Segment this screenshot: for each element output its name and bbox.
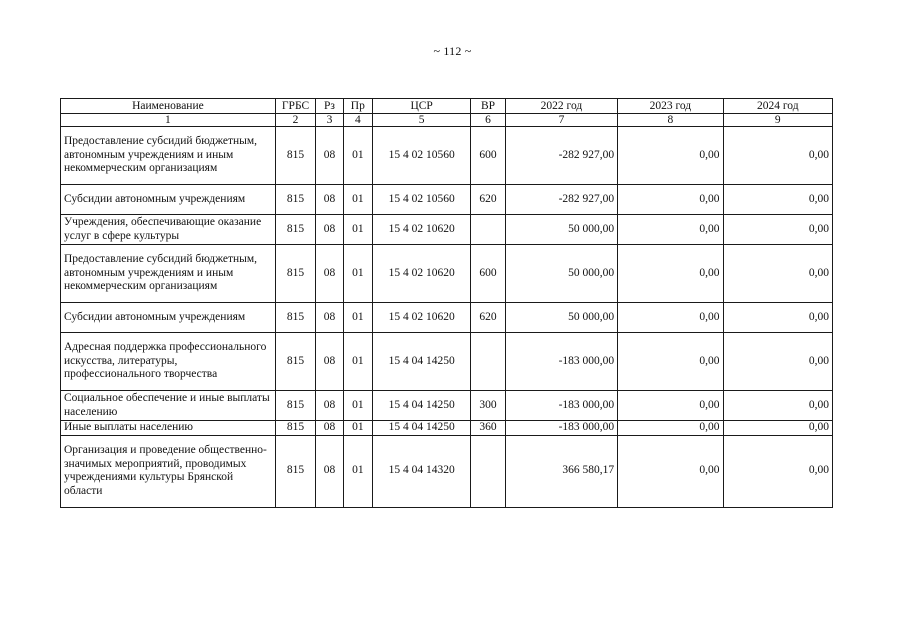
header-name: Наименование xyxy=(61,99,276,114)
cell-2023: 0,00 xyxy=(618,391,723,421)
cell-vr: 360 xyxy=(471,421,505,436)
cell-name: Иные выплаты населению xyxy=(61,421,276,436)
header-2024: 2024 год xyxy=(723,99,832,114)
cell-name: Адресная поддержка профессионального искусства, литературы, профессионального творчества xyxy=(61,333,276,391)
cell-2024: 0,00 xyxy=(723,391,832,421)
cell-grbs: 815 xyxy=(275,127,316,185)
cell-2022: -183 000,00 xyxy=(505,333,617,391)
column-number: 2 xyxy=(275,114,316,127)
cell-csr: 15 4 02 10560 xyxy=(373,127,471,185)
cell-csr: 15 4 04 14250 xyxy=(373,391,471,421)
cell-csr: 15 4 04 14320 xyxy=(373,435,471,507)
table-row xyxy=(61,421,833,436)
cell-2023: 0,00 xyxy=(618,421,723,436)
cell-name: Социальное обеспечение и иные выплаты населению xyxy=(61,391,276,421)
cell-pr: 01 xyxy=(343,185,372,215)
table-row xyxy=(61,215,833,245)
header-vr: ВР xyxy=(471,99,505,114)
cell-vr: 620 xyxy=(471,185,505,215)
cell-2023: 0,00 xyxy=(618,127,723,185)
column-number: 9 xyxy=(723,114,832,127)
cell-rz: 08 xyxy=(316,435,343,507)
header-grbs: ГРБС xyxy=(275,99,316,114)
cell-2024: 0,00 xyxy=(723,127,832,185)
column-number-row xyxy=(61,114,833,127)
cell-grbs: 815 xyxy=(275,185,316,215)
cell-pr: 01 xyxy=(343,391,372,421)
table-row xyxy=(61,303,833,333)
cell-2024: 0,00 xyxy=(723,421,832,436)
cell-name: Предоставление субсидий бюджетным, автономным учреждениям и иным некоммерческим организациям xyxy=(61,127,276,185)
column-number: 4 xyxy=(343,114,372,127)
cell-2022: 50 000,00 xyxy=(505,245,617,303)
cell-2022: 50 000,00 xyxy=(505,215,617,245)
cell-2023: 0,00 xyxy=(618,245,723,303)
table-row xyxy=(61,391,833,421)
cell-csr: 15 4 04 14250 xyxy=(373,333,471,391)
page-number: ~ 112 ~ xyxy=(433,44,472,58)
cell-pr: 01 xyxy=(343,333,372,391)
header-csr: ЦСР xyxy=(373,99,471,114)
cell-grbs: 815 xyxy=(275,391,316,421)
cell-csr: 15 4 02 10620 xyxy=(373,215,471,245)
cell-csr: 15 4 02 10560 xyxy=(373,185,471,215)
cell-name: Субсидии автономным учреждениям xyxy=(61,185,276,215)
cell-name: Учреждения, обеспечивающие оказание услуг в сфере культуры xyxy=(61,215,276,245)
table-row xyxy=(61,127,833,185)
cell-grbs: 815 xyxy=(275,215,316,245)
cell-rz: 08 xyxy=(316,215,343,245)
header-pr: Пр xyxy=(343,99,372,114)
cell-vr: 600 xyxy=(471,245,505,303)
cell-rz: 08 xyxy=(316,333,343,391)
cell-2024: 0,00 xyxy=(723,215,832,245)
table-row xyxy=(61,435,833,507)
cell-vr xyxy=(471,435,505,507)
column-number: 8 xyxy=(618,114,723,127)
column-number: 3 xyxy=(316,114,343,127)
cell-2022: -183 000,00 xyxy=(505,391,617,421)
cell-2022: 366 580,17 xyxy=(505,435,617,507)
cell-grbs: 815 xyxy=(275,333,316,391)
cell-2024: 0,00 xyxy=(723,333,832,391)
header-2022: 2022 год xyxy=(505,99,617,114)
cell-2022: -282 927,00 xyxy=(505,127,617,185)
cell-grbs: 815 xyxy=(275,421,316,436)
table-row xyxy=(61,245,833,303)
header-2023: 2023 год xyxy=(618,99,723,114)
cell-rz: 08 xyxy=(316,303,343,333)
table-row xyxy=(61,185,833,215)
cell-2023: 0,00 xyxy=(618,333,723,391)
cell-vr: 300 xyxy=(471,391,505,421)
cell-grbs: 815 xyxy=(275,435,316,507)
table-row xyxy=(61,333,833,391)
cell-pr: 01 xyxy=(343,127,372,185)
column-number: 5 xyxy=(373,114,471,127)
cell-2023: 0,00 xyxy=(618,215,723,245)
cell-pr: 01 xyxy=(343,303,372,333)
column-number: 7 xyxy=(505,114,617,127)
cell-vr xyxy=(471,215,505,245)
cell-vr xyxy=(471,333,505,391)
header-row xyxy=(61,99,833,114)
cell-2022: 50 000,00 xyxy=(505,303,617,333)
cell-rz: 08 xyxy=(316,421,343,436)
budget-table xyxy=(60,98,833,508)
cell-csr: 15 4 04 14250 xyxy=(373,421,471,436)
cell-2022: -183 000,00 xyxy=(505,421,617,436)
cell-name: Предоставление субсидий бюджетным, автономным учреждениям и иным некоммерческим организациям xyxy=(61,245,276,303)
cell-csr: 15 4 02 10620 xyxy=(373,303,471,333)
cell-name: Организация и проведение общественно-значимых мероприятий, проводимых учреждениями культуры Брянской области xyxy=(61,435,276,507)
cell-2024: 0,00 xyxy=(723,303,832,333)
cell-rz: 08 xyxy=(316,391,343,421)
cell-2023: 0,00 xyxy=(618,185,723,215)
column-number: 1 xyxy=(61,114,276,127)
cell-2023: 0,00 xyxy=(618,303,723,333)
cell-pr: 01 xyxy=(343,215,372,245)
cell-pr: 01 xyxy=(343,435,372,507)
cell-rz: 08 xyxy=(316,245,343,303)
cell-grbs: 815 xyxy=(275,245,316,303)
column-number: 6 xyxy=(471,114,505,127)
cell-rz: 08 xyxy=(316,127,343,185)
cell-2023: 0,00 xyxy=(618,435,723,507)
cell-2024: 0,00 xyxy=(723,245,832,303)
cell-2024: 0,00 xyxy=(723,185,832,215)
cell-pr: 01 xyxy=(343,245,372,303)
header-rz: Рз xyxy=(316,99,343,114)
cell-vr: 600 xyxy=(471,127,505,185)
cell-vr: 620 xyxy=(471,303,505,333)
cell-2022: -282 927,00 xyxy=(505,185,617,215)
cell-name: Субсидии автономным учреждениям xyxy=(61,303,276,333)
cell-rz: 08 xyxy=(316,185,343,215)
cell-2024: 0,00 xyxy=(723,435,832,507)
cell-pr: 01 xyxy=(343,421,372,436)
cell-grbs: 815 xyxy=(275,303,316,333)
cell-csr: 15 4 02 10620 xyxy=(373,245,471,303)
